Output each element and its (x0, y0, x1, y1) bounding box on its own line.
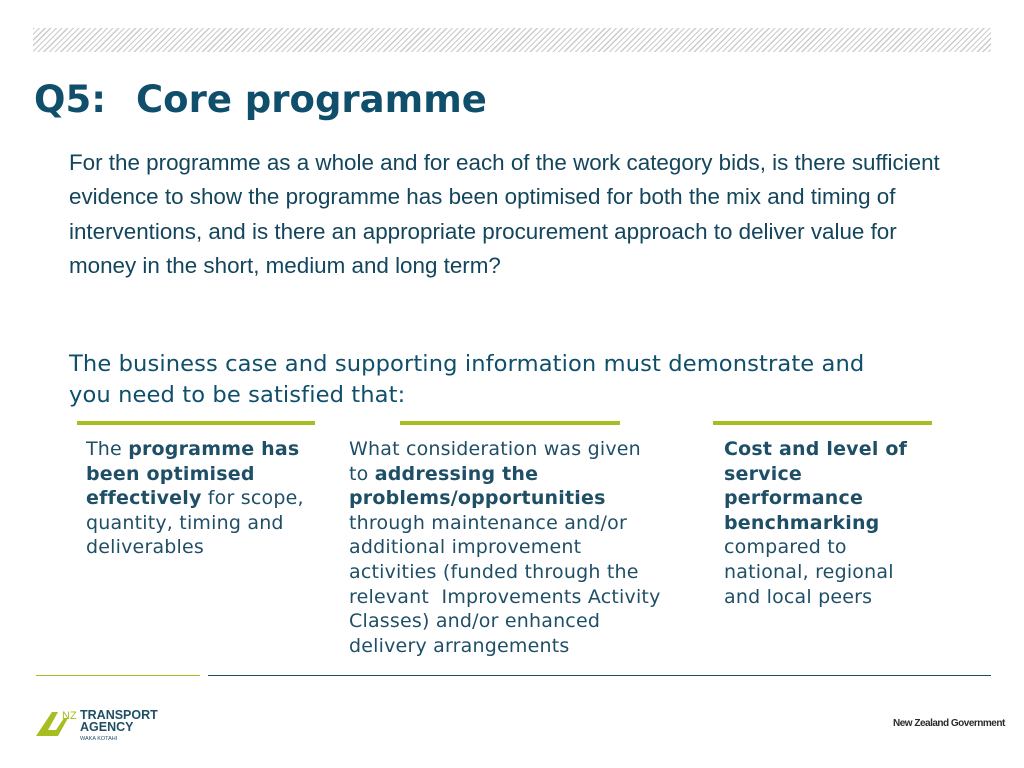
criterion-line (724, 437, 994, 462)
criterion-emphasis: effectively (86, 487, 202, 510)
footer-divider-blue (208, 675, 991, 676)
criterion-line (349, 511, 709, 536)
slide-title (34, 78, 487, 121)
criterion-line (349, 560, 709, 585)
logo-transport: TRANSPORT (80, 708, 158, 722)
logo-waka-kotahi: WAKA KOTAHI (80, 736, 118, 742)
criterion-text: national, regional (724, 560, 894, 583)
criterion-line (724, 486, 994, 511)
criterion-text: through maintenance and/or (349, 511, 627, 534)
intro-line-2: you need to be satisfied that: (69, 381, 406, 408)
criterion-addressing-problems (349, 437, 709, 658)
footer-divider-green (36, 675, 200, 676)
criterion-emphasis: Cost and level of (724, 438, 908, 460)
title-text: Core programme (136, 78, 487, 121)
criterion-line (724, 511, 994, 536)
criterion-text: and local peers (724, 585, 873, 608)
criterion-emphasis: problems/opportunities (349, 487, 606, 510)
criterion-emphasis: programme has (128, 438, 300, 460)
criterion-line (86, 511, 346, 536)
question-text: For the programme as a whole and for each of the work category bids, is there sufficient evidence to show the programme has been optimised for both the mix and timing of interventions, and is there an appropriate procurement approach to deliver value for money in the short, medium and long term? (69, 150, 940, 279)
criterion-emphasis: service (724, 462, 803, 485)
nz-transport-agency-logo (34, 704, 174, 744)
criterion-line (349, 535, 709, 560)
criterion-line (349, 486, 709, 511)
criterion-text: to (349, 462, 375, 485)
criterion-text: quantity, timing and (86, 511, 284, 534)
criterion-text: compared to (724, 536, 847, 559)
criterion-emphasis: been optimised (86, 462, 255, 485)
criterion-text: What consideration was given (349, 438, 641, 460)
logo-nz: NZ (62, 710, 77, 722)
criterion-line (349, 462, 709, 487)
criterion-text: activities (funded through the (349, 560, 639, 583)
criterion-text: for scope, (201, 487, 304, 510)
header-hatch-band (33, 28, 991, 52)
criterion-optimised-effectively (86, 437, 346, 560)
intro-statement (69, 349, 969, 410)
criterion-line (86, 437, 346, 462)
criterion-text: relevant Improvements Activity (349, 585, 661, 608)
criterion-text: delivery arrangements (349, 634, 570, 657)
nz-government-logo: New Zealand Government (893, 718, 1005, 729)
criterion-line (349, 585, 709, 610)
criterion-line (349, 437, 709, 462)
criterion-line (349, 634, 709, 659)
criterion-emphasis: performance (724, 487, 864, 510)
criterion-cost-benchmarking (724, 437, 994, 609)
criterion-emphasis: benchmarking (724, 511, 880, 534)
column-1-accent-bar (77, 421, 315, 425)
criterion-line (349, 609, 709, 634)
criterion-line (724, 585, 994, 610)
criterion-text: The (86, 438, 129, 460)
column-3-accent-bar (713, 421, 932, 425)
criterion-text: Classes) and/or enhanced (349, 610, 601, 633)
intro-line-1: The business case and supporting information must demonstrate and (69, 351, 865, 377)
criterion-text: additional improvement (349, 536, 582, 559)
criterion-line (724, 560, 994, 585)
criterion-line (724, 462, 994, 487)
criterion-line (86, 535, 346, 560)
criterion-line (86, 486, 346, 511)
logo-agency: AGENCY (80, 720, 134, 734)
criterion-emphasis: addressing the (374, 462, 539, 485)
criterion-line (724, 535, 994, 560)
criterion-line (86, 462, 346, 487)
criterion-text: deliverables (86, 536, 205, 559)
column-2-accent-bar (400, 421, 620, 425)
question-number: Q5: (34, 78, 106, 121)
